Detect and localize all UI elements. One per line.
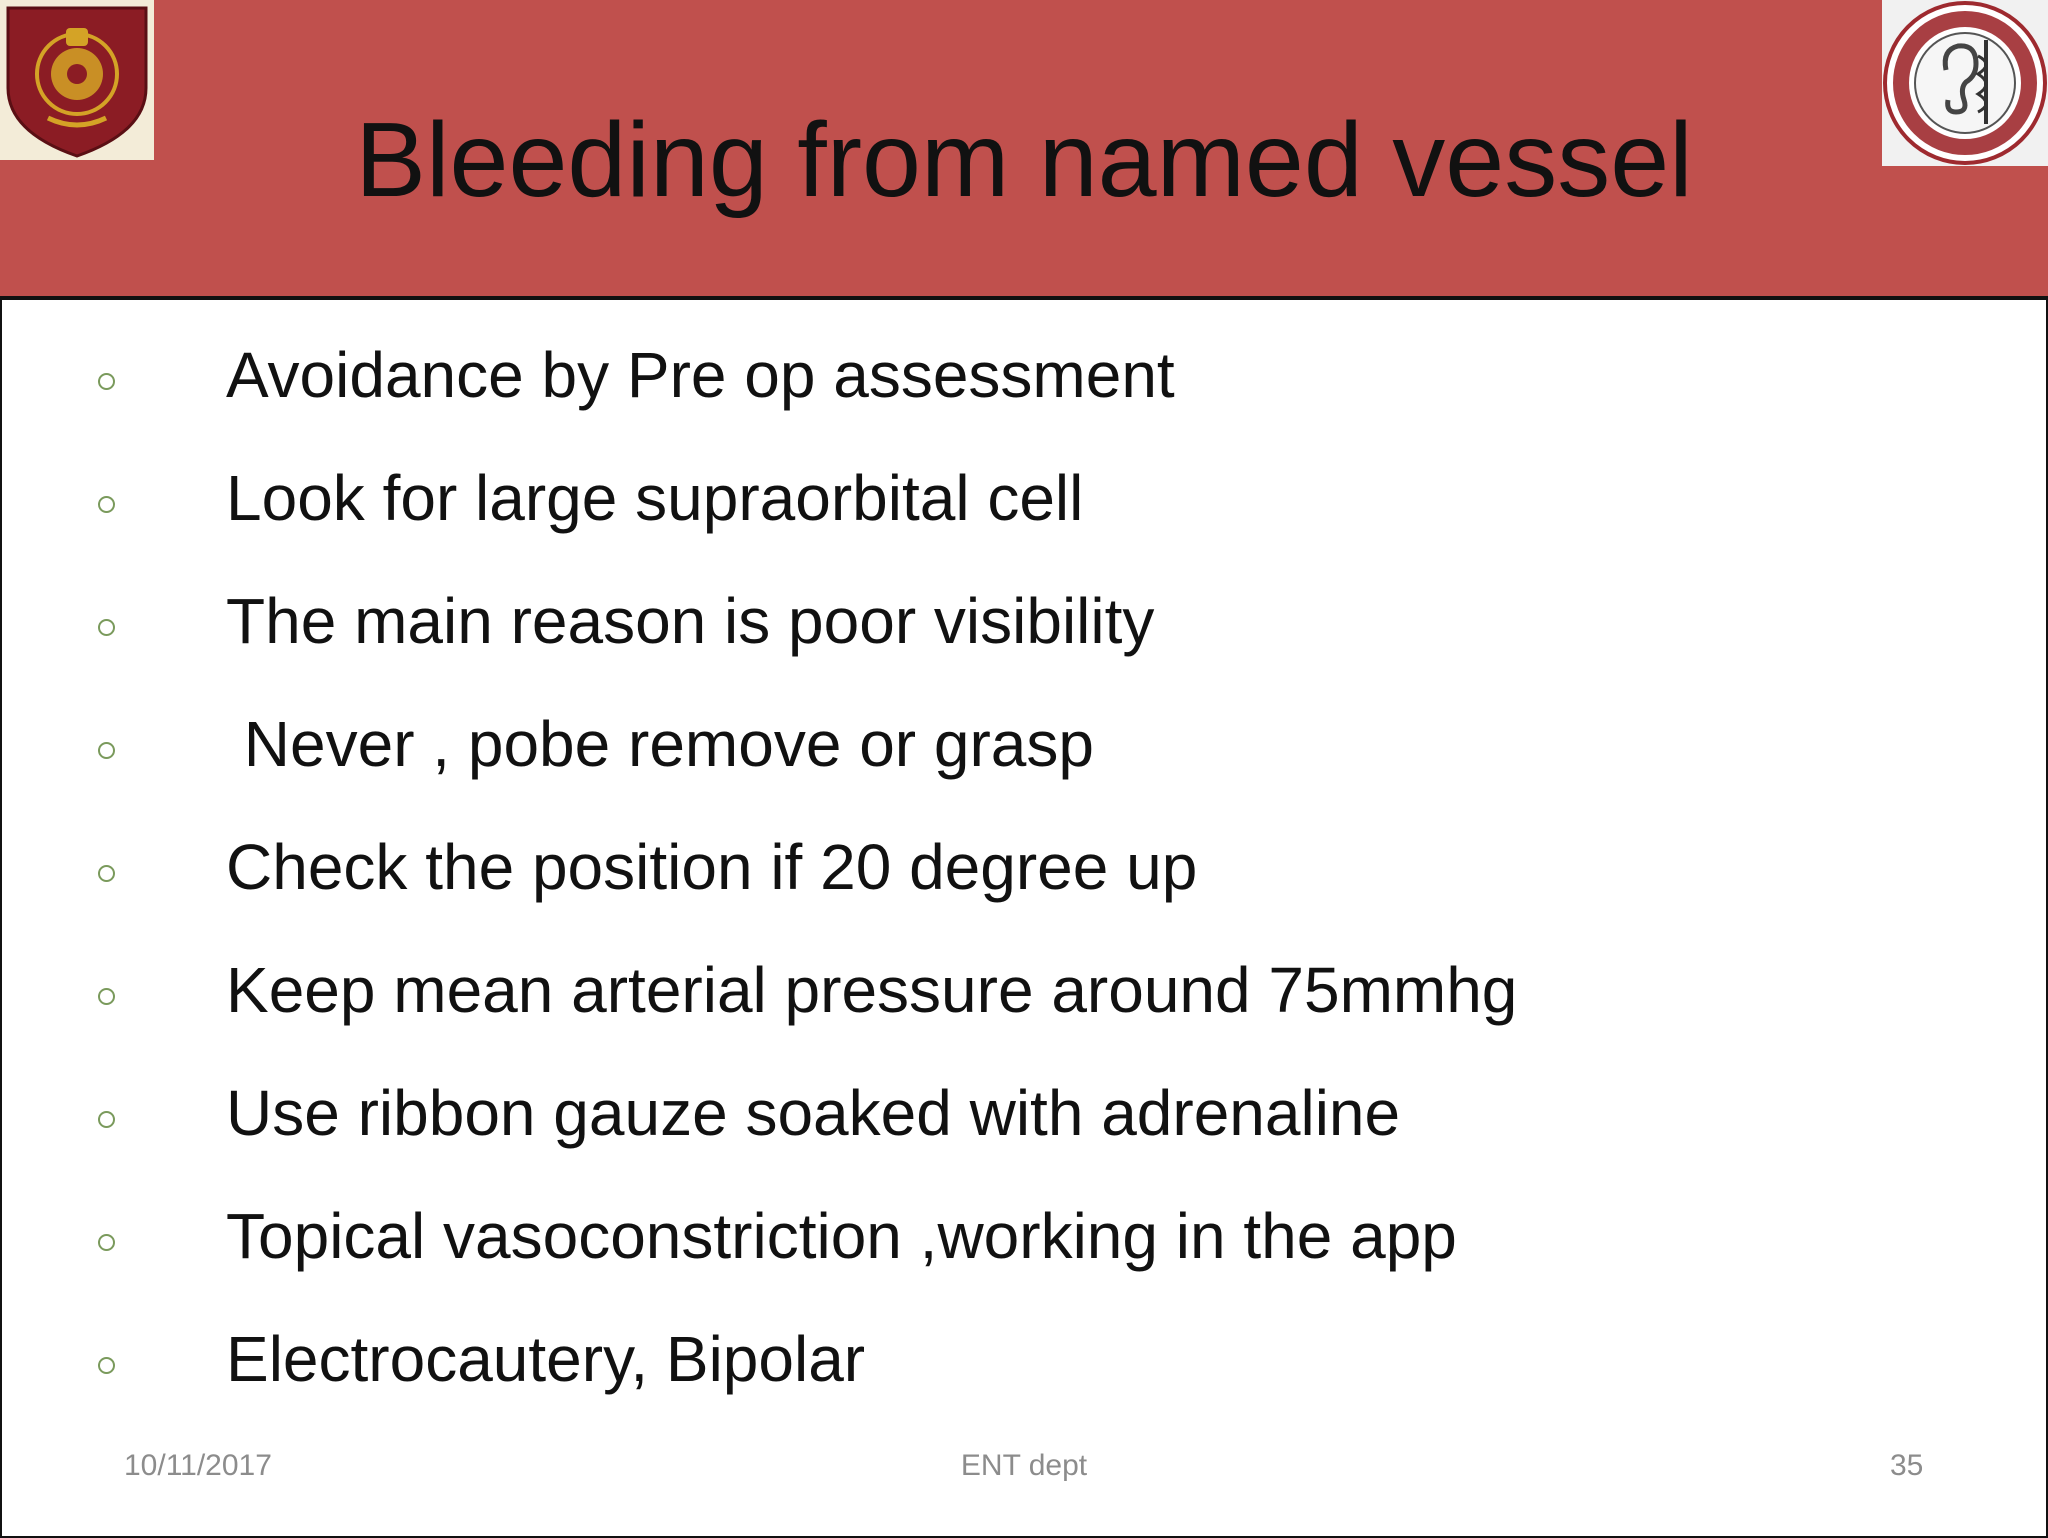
list-item	[0, 1321, 2048, 1421]
list-item	[0, 1198, 2048, 1298]
bullet-text: Topical vasoconstriction ,working in the app	[226, 1200, 1457, 1272]
bullet-text: Look for large supraorbital cell	[226, 462, 1084, 534]
bullet-text: The main reason is poor visibility	[226, 585, 1155, 657]
footer-date: 10/11/2017	[124, 1449, 272, 1482]
list-item	[0, 337, 2048, 437]
bullet-marker-icon	[98, 742, 115, 759]
bullet-marker-icon	[98, 1234, 115, 1251]
bullet-marker-icon	[98, 865, 115, 882]
bullet-text: Keep mean arterial pressure around 75mmhg	[226, 954, 1518, 1026]
bullet-marker-icon	[98, 988, 115, 1005]
bullet-text: Avoidance by Pre op assessment	[226, 339, 1175, 411]
bullet-marker-icon	[98, 619, 115, 636]
list-item	[0, 460, 2048, 560]
list-item	[0, 1075, 2048, 1175]
bullet-marker-icon	[98, 1357, 115, 1374]
slide-title: Bleeding from named vessel	[355, 101, 1693, 219]
list-item	[0, 952, 2048, 1052]
bullet-text: Use ribbon gauze soaked with adrenaline	[226, 1077, 1401, 1149]
footer-department: ENT dept	[960, 1449, 1088, 1482]
bullet-text: Check the position if 20 degree up	[226, 831, 1198, 903]
list-item	[0, 829, 2048, 929]
bullet-marker-icon	[98, 1111, 115, 1128]
footer-page-number: 35	[1890, 1449, 1924, 1482]
bullet-text: Electrocautery, Bipolar	[226, 1323, 866, 1395]
bullet-text: Never , pobe remove or grasp	[226, 708, 1094, 780]
bullet-marker-icon	[98, 496, 115, 513]
list-item	[0, 583, 2048, 683]
list-item	[0, 706, 2048, 806]
bullet-marker-icon	[98, 373, 115, 390]
